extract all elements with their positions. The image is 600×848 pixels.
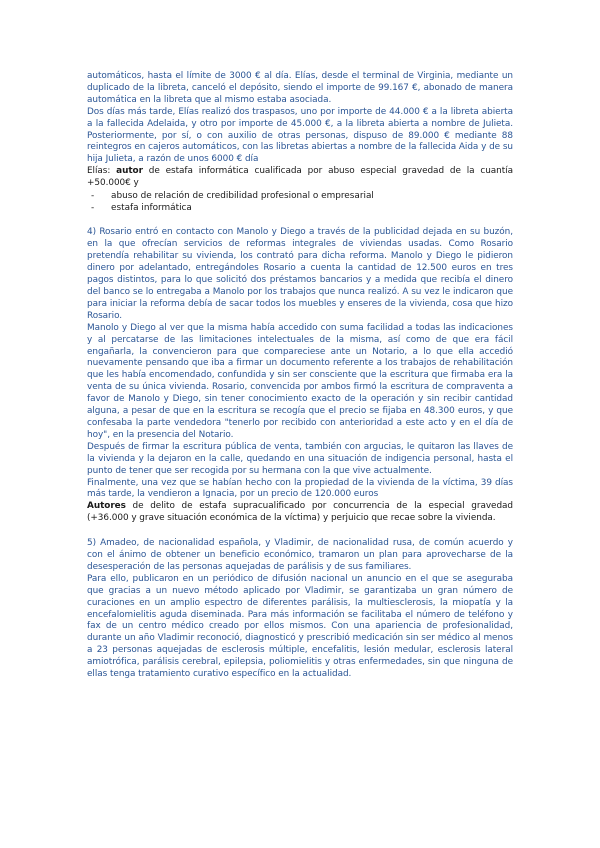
case3-paragraph-2: Dos días más tarde, Elías realizó dos traspasos, uno por importe de 44.000 € a la libreta abierta a la fallecida Adelaida, y otro por importe de 45.000 €, a la libreta abierta a nombre de Julieta. Posteriormente, por sí, o con auxilio de otras personas, dispuso de 89.000 € mediante 88 reintegros en cajeros automáticos, con las libretas abiertas a nombre de la fallecida Aida y de su hija Julieta, a razón de unos 6000 € día — [87, 106, 513, 165]
list-item — [91, 190, 513, 202]
case5-paragraph-1: 5) Amadeo, de nacionalidad española, y Vladimir, de nacionalidad rusa, de común acuerdo y con el ánimo de obtener un beneficio económico, tramaron un plan para aprovecharse de la desesperación de las personas aquejadas de parálisis y de sus familiares. — [87, 538, 513, 572]
case3-paragraph-1: automáticos, hasta el límite de 3000 € al día. Elías, desde el terminal de Virginia, mediante un duplicado de la libreta, canceló el depósito, siendo el importe de 99.167 €, abonado de manera automática en la libreta que al mismo estaba asociada. — [87, 71, 513, 105]
case3-answer-list — [87, 190, 513, 214]
list-item-text: estafa informática — [111, 203, 192, 214]
bullet-marker: - — [91, 191, 95, 202]
case4-answer-rest: de delito de estafa supracualificado por concurrencia de la especial gravedad (+36.000 y grave situación económica de la víctima) y perjuicio que recae sobre la vivienda. — [87, 501, 513, 524]
paragraph-spacer — [87, 214, 513, 227]
case4-paragraph-2: Manolo y Diego al ver que la misma había accedido con suma facilidad a todas las indicaciones y al percatarse de las limitaciones intelectuales de la misma, así como de que era fácil engañarla, la convencieron para que compareciese ante un Notario, a lo que ella accedió nuevamente pensando que iba a firmar un documento referente a los trabajos de rehabilitación que les había encomendado, confundida y sin ser consciente que la escritura que firmaba era la venta de su única vivienda. Rosario, convencida por ambos firmó la escritura de compraventa a favor de Manolo y Diego, sin tener conocimiento exacto de la operación y sin recibir cantidad alguna, a pesar de que en la escritura se recogía que el precio se fijaba en 48.300 euros, y que confesaba la parte vendedora "tenerlo por recibido con anterioridad a este acto y en el día de hoy", en la presencia del Notario. — [87, 322, 513, 440]
case3-answer-prefix: Elías: — [87, 166, 117, 177]
paragraph-spacer — [87, 525, 513, 538]
case4-paragraph-3: Después de firmar la escritura pública de venta, también con argucias, le quitaron las llaves de la vivienda y la dejaron en la calle, quedando en una situación de indigencia personal, hasta el punto de tener que ser recogida por su hermana con la que vive actualmente. — [87, 441, 513, 476]
case4-answer — [87, 501, 513, 525]
case3-answer-rest: de estafa informática cualificada por abuso especial gravedad de la cuantía +50.000€ y — [87, 166, 513, 189]
list-item-text: abuso de relación de credibilidad profesional o empresarial — [111, 191, 374, 202]
list-item — [91, 202, 513, 214]
case4-paragraph-1: 4) Rosario entró en contacto con Manolo y Diego a través de la publicidad dejada en su buzón, en la que ofrecían servicios de reformas integrales de viviendas usadas. Como Rosario pretendía rehabilitar su vivienda, los contrató para dicha reforma. Manolo y Diego le pidieron dinero por adelantado, entregándoles Rosario a cuenta la cantidad de 12.500 euros en tres pagos distintos, para lo que solicitó dos préstamos bancarios y a medida que recibía el dinero del banco se lo entregaba a Manolo por los trabajos que nunca realizó. A su vez le indicaron que para iniciar la reforma debía de sacar todos los muebles y enseres de la vivienda, cosa que hizo Rosario. — [87, 227, 513, 321]
case3-answer — [87, 166, 513, 190]
case4-paragraph-4: Finalmente, una vez que se habían hecho con la propiedad de la vivienda de la víctima, 39 días más tarde, la vendieron a Ignacia, por un precio de 120.000 euros — [87, 477, 513, 500]
case5-paragraph-2: Para ello, publicaron en un periódico de difusión nacional un anuncio en el que se aseguraba que gracias a un nuevo método aplicado por Vladimir, se garantizaba un gran número de curaciones en un amplio espectro de diferentes parálisis, la multiesclerosis, la miopatía y la encefalomielitis aguda diseminada. Para más información se facilitaba el número de teléfono y fax de un centro médico creado por ellos mismos. Con una apariencia de profesionalidad, durante un año Vladimir reconoció, diagnosticó y prescribió medicación sin ser médico al menos a 23 personas aquejadas de esclerosis múltiple, encefalitis, lesión medular, esclerosis lateral amiotrófica, parálisis cerebral, epilepsia, poliomielitis y otras enfermedades, sin que ninguna de ellas tenga tratamiento curativo específico en la actualidad. — [87, 573, 513, 680]
case3-answer-bold: autor — [116, 166, 143, 177]
bullet-marker: - — [91, 203, 95, 214]
case4-answer-bold: Autores — [87, 501, 126, 512]
